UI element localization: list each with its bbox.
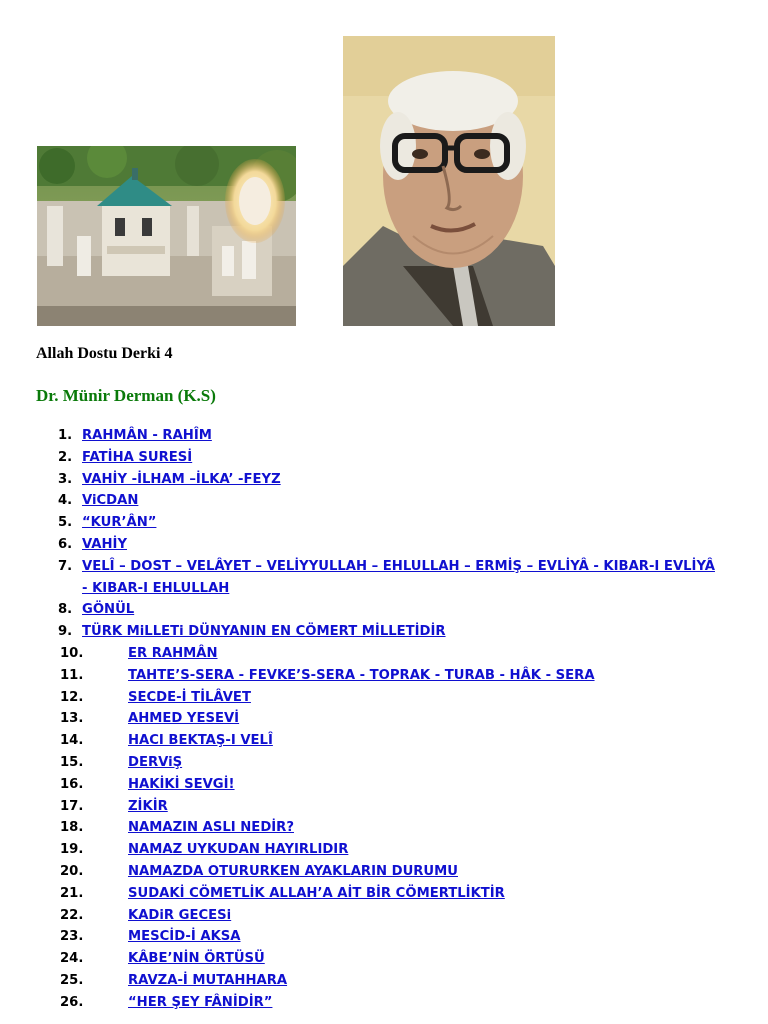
toc-link[interactable]: HACI BEKTAŞ-I VELÎ	[128, 733, 273, 749]
toc-item	[0, 752, 768, 774]
toc-link[interactable]: MESCİD-İ AKSA	[128, 929, 241, 945]
toc-link[interactable]: RAHMÂN - RAHÎM	[82, 428, 212, 443]
toc-item	[0, 621, 768, 643]
toc-number: 8.	[58, 602, 73, 618]
toc-item	[0, 905, 768, 927]
toc-link[interactable]: “KUR’ÂN”	[82, 515, 157, 531]
toc-item	[0, 490, 768, 512]
toc-link[interactable]: TAHTE’S-SERA - FEVKE’S-SERA - TOPRAK - TURAB - HÂK - SERA	[128, 667, 595, 683]
toc-link[interactable]: TÜRK MiLLETi DÜNYANIN EN CÖMERT MİLLETİDİR	[82, 624, 446, 640]
toc-link[interactable]: NAMAZDA OTURURKEN AYAKLARIN DURUMU	[128, 863, 458, 879]
toc-number: 6.	[58, 536, 73, 552]
toc-link[interactable]: HAKİKİ SEVGİ!	[128, 776, 235, 792]
toc-item	[0, 839, 768, 861]
toc-item	[0, 447, 768, 469]
toc-item	[0, 796, 768, 818]
toc-link[interactable]: SECDE-İ TİLÂVET	[128, 689, 251, 705]
toc-item	[0, 687, 768, 709]
toc-number: 9.	[58, 624, 73, 640]
toc-number: 14.	[60, 733, 84, 749]
toc-link[interactable]: DERViŞ	[128, 754, 183, 770]
toc-link[interactable]: “HER ŞEY FÂNİDİR”	[128, 994, 273, 1010]
toc-number: 3.	[58, 471, 73, 487]
toc-item	[0, 861, 768, 883]
toc-number: 20.	[60, 863, 84, 879]
toc-item	[0, 599, 768, 621]
toc-item	[0, 556, 768, 600]
toc-link[interactable]: NAMAZIN ASLI NEDİR?	[128, 820, 294, 836]
toc-number: 11.	[60, 667, 84, 683]
toc-link[interactable]: KADiR GECESi	[128, 907, 232, 923]
toc-link[interactable]: SUDAKİ CÖMETLİK ALLAH’A AİT BİR CÖMERTLİKTİR	[128, 885, 505, 901]
toc-item	[0, 665, 768, 687]
portrait-photo	[343, 36, 555, 326]
toc-number: 1.	[58, 428, 73, 443]
toc-number: 7.	[58, 558, 73, 574]
toc-item	[0, 883, 768, 905]
toc-link[interactable]: VELÎ – DOST – VELÂYET – VELİYYULLAH – EHLULLAH – ERMİŞ – EVLİYÂ - KIBAR-I EVLİYÂ - KIBAR-I EHLULLAH	[82, 558, 715, 596]
toc-number: 10.	[60, 645, 84, 661]
toc-number: 19.	[60, 842, 84, 858]
toc-number: 5.	[58, 515, 73, 531]
toc-link[interactable]: VAHİY -İLHAM –İLKA’ -FEYZ	[82, 471, 281, 487]
toc-number: 2.	[58, 449, 73, 465]
toc-item	[0, 425, 768, 447]
toc-link[interactable]: KÂBE’NİN ÖRTÜSÜ	[128, 951, 265, 967]
toc-item	[0, 817, 768, 839]
toc-link[interactable]: GÖNÜL	[82, 602, 135, 618]
toc-number: 26.	[60, 994, 84, 1010]
toc-link[interactable]: RAVZA-İ MUTAHHARA	[128, 972, 288, 988]
toc-number: 23.	[60, 929, 84, 945]
table-of-contents	[0, 425, 768, 1014]
toc-item	[0, 708, 768, 730]
toc-number: 17.	[60, 798, 84, 814]
toc-link[interactable]: ViCDAN	[82, 493, 139, 509]
toc-link[interactable]: VAHİY	[82, 536, 128, 552]
toc-link[interactable]: FATİHA SURESİ	[82, 449, 193, 465]
toc-number: 18.	[60, 820, 84, 836]
document-title: Allah Dostu Derki 4	[36, 345, 173, 362]
toc-item	[0, 512, 768, 534]
toc-link[interactable]: ZİKİR	[128, 798, 168, 814]
toc-number: 22.	[60, 907, 84, 923]
toc-item	[0, 970, 768, 992]
toc-number: 25.	[60, 972, 84, 988]
toc-item	[0, 992, 768, 1014]
toc-link[interactable]: NAMAZ UYKUDAN HAYIRLIDIR	[128, 842, 349, 858]
toc-number: 16.	[60, 776, 84, 792]
toc-item	[0, 774, 768, 796]
toc-number: 21.	[60, 885, 84, 901]
toc-item	[0, 948, 768, 970]
toc-item	[0, 730, 768, 752]
toc-item	[0, 469, 768, 491]
mausoleum-photo	[37, 146, 296, 326]
toc-number: 24.	[60, 951, 84, 967]
toc-link[interactable]: ER RAHMÂN	[128, 645, 218, 661]
toc-item	[0, 926, 768, 948]
toc-item	[0, 643, 768, 665]
toc-number: 15.	[60, 754, 84, 770]
toc-link[interactable]: AHMED YESEVİ	[128, 711, 240, 727]
toc-number: 13.	[60, 711, 84, 727]
toc-number: 12.	[60, 689, 84, 705]
author-name: Dr. Münir Derman (K.S)	[36, 386, 216, 405]
toc-number: 4.	[58, 493, 73, 509]
toc-item	[0, 534, 768, 556]
